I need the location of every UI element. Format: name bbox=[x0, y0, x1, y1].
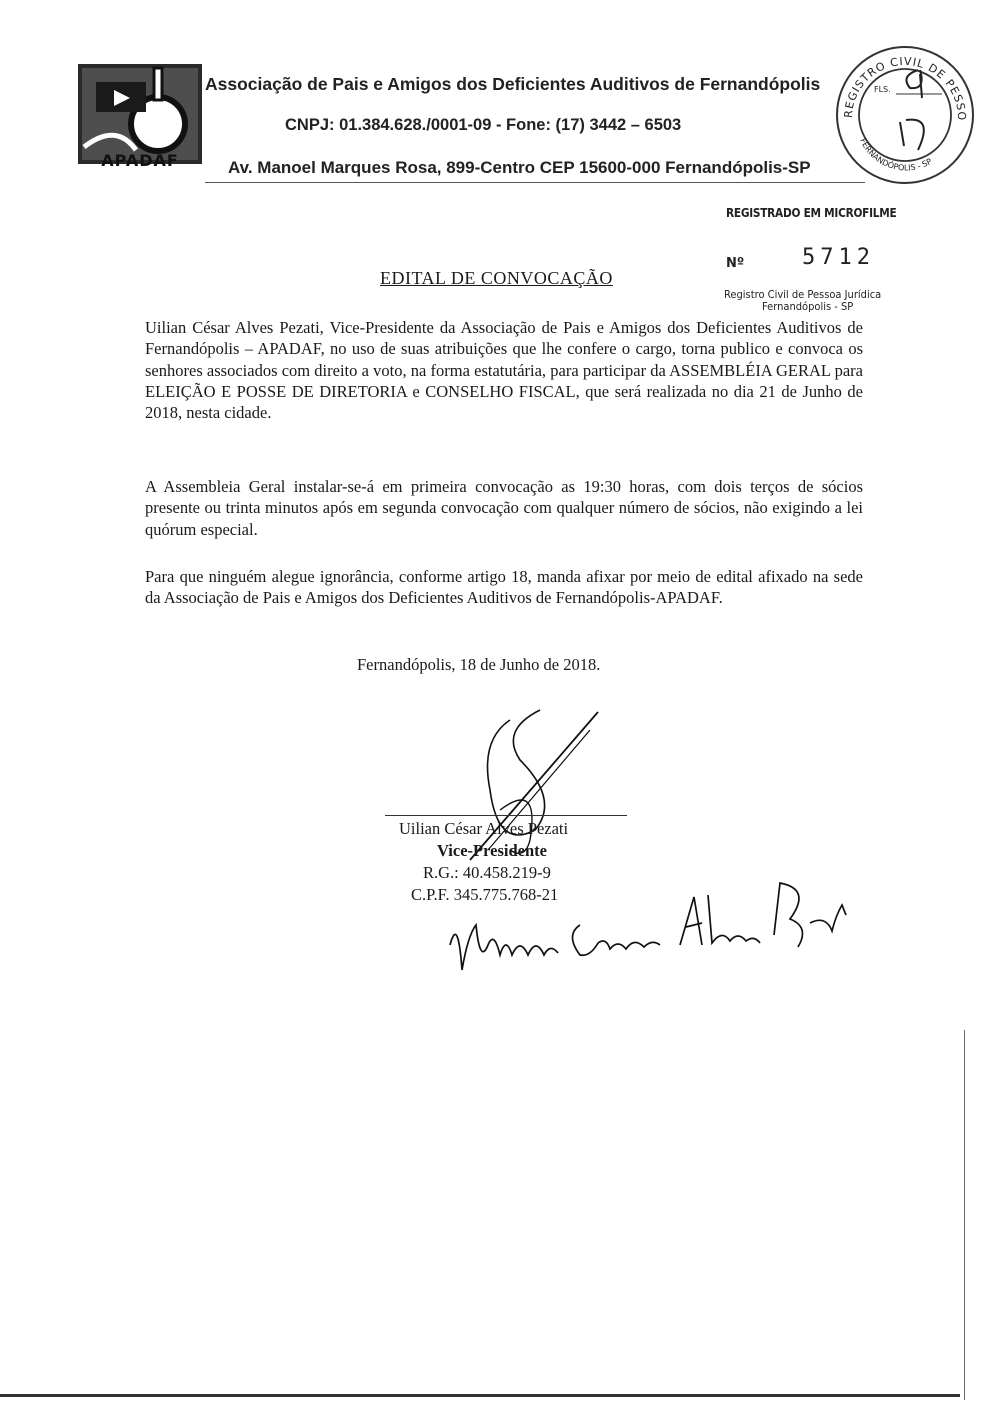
scan-bottom-edge bbox=[0, 1394, 960, 1397]
logo-text: APADAF bbox=[101, 151, 179, 170]
stamp-number: 5712 bbox=[802, 245, 875, 270]
signer-name: Uilian César Alves Pezati bbox=[399, 819, 569, 838]
handwritten-name-icon bbox=[440, 875, 860, 995]
stamp-number-label: Nº bbox=[726, 256, 745, 271]
paragraph-publication: Para que ninguém alegue ignorância, conforme artigo 18, manda afixar por meio de edital afixado na sede da Associação de Pais e Amigos dos Deficientes Auditivos de Fernandópolis-APADAF. bbox=[145, 567, 863, 608]
registry-seal bbox=[830, 40, 980, 190]
letterhead-divider bbox=[205, 182, 865, 183]
paragraph-convocation: Uilian César Alves Pezati, Vice-Presidente da Associação de Pais e Amigos dos Deficientes Auditivos de Fernandópolis – APADAF, no uso de suas atribuições que lhe confere o cargo, torna publico e convoca os senhores associados com direito a voto, na forma estatutária, para participar da ASSEMBLÉIA GERAL para ELEIÇÃO E POSSE DE DIRETORIA e CONSELHO FISCAL, que será realizada no dia 21 de Junho de 2018, nesta cidade. bbox=[145, 318, 863, 423]
stamp-office-line2: Fernandópolis - SP bbox=[762, 300, 854, 313]
paragraph-assembly-time: A Assembleia Geral instalar-se-á em primeira convocação as 19:30 horas, com dois terços de sócios presente ou trinta minutos após em segunda convocação com qualquer número de sócios, não exigindo a lei quórum especial. bbox=[145, 477, 863, 539]
document-title: EDITAL DE CONVOCAÇÃO bbox=[380, 268, 613, 288]
seal-fls-label: FLS. bbox=[874, 85, 891, 94]
handwritten-name bbox=[440, 875, 860, 995]
seal-city: FERNANDÓPOLIS - SP bbox=[858, 136, 934, 173]
signer-rg: R.G.: 40.458.219-9 bbox=[423, 863, 551, 882]
signature-line bbox=[385, 815, 627, 816]
scan-right-edge bbox=[964, 1030, 965, 1400]
microfilm-stamp: REGISTRADO EM MICROFILME bbox=[726, 206, 897, 220]
seal-text: REGISTRO CIVIL DE PESSO bbox=[841, 54, 969, 122]
signer-cpf: C.P.F. 345.775.768-21 bbox=[411, 885, 559, 904]
cnpj-phone: CNPJ: 01.384.628./0001-09 - Fone: (17) 3442 – 6503 bbox=[285, 116, 682, 134]
signer-role: Vice-Presidente bbox=[437, 841, 547, 860]
seal-icon bbox=[830, 40, 980, 190]
organization-name: Associação de Pais e Amigos dos Deficientes Auditivos de Fernandópolis bbox=[205, 74, 821, 94]
stamp-office-line1: Registro Civil de Pessoa Jurídica bbox=[724, 288, 882, 301]
place-date: Fernandópolis, 18 de Junho de 2018. bbox=[357, 655, 601, 674]
svg-text:REGISTRO CIVIL DE PESSOA JURÍD bbox=[830, 40, 968, 121]
address: Av. Manoel Marques Rosa, 899-Centro CEP 15600-000 Fernandópolis-SP bbox=[228, 158, 811, 177]
